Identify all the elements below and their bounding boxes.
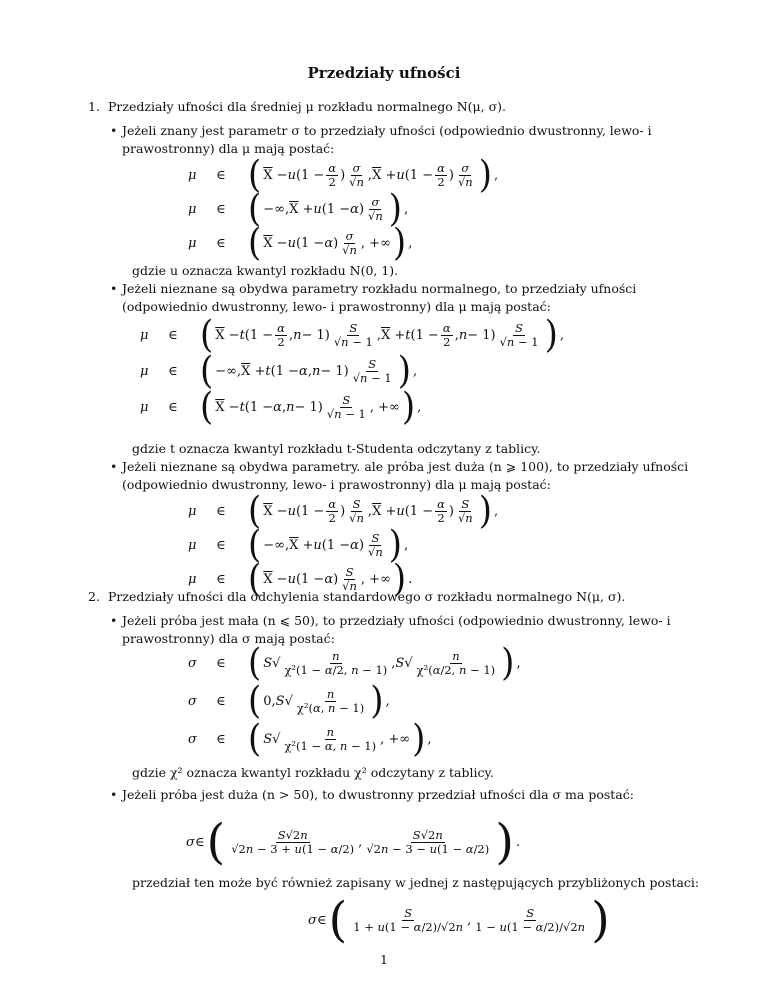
bullet-2-1: • Jeżeli próba jest mała (n ⩽ 50), to przedziały ufności (odpowiednio dwustronny, lewo- i prawostronny) dla σ mają postać: — [110, 613, 671, 646]
section-2-heading: 2. Przedziały ufności dla odchylenia standardowego σ rozkładu normalnego N(μ, σ). — [88, 589, 626, 604]
bullet-1-3: • Jeżeli nieznane są obydwa parametry. ale próba jest duża (n ⩾ 100), to przedziały ufności (odpowiednio dwustronny, lewo- i prawostronny) dla μ mają postać: — [110, 459, 689, 492]
equation-block-large-sample: μ ∈ ( $\overline{X}$ − u (1 − $\frac{\alpha}{2}$ ) $\frac{S}{√n}$ , $\overline{X}$ + u (1 − $\frac{\alpha}{2}$ ) $\frac{S}{√n}$ ) , μ ∈ ( −∞, $\overline{X}$ + u (1 − α ) $\frac{S}{√n}$ ) , μ ∈ ( $\overline{X}$ − u (1 − α ) $\frac{S}{√n}$ , +∞ ) . — [188, 489, 499, 601]
equation-block-sigma-small-sample: σ ∈ ( S √ $\frac{n}{\text{χ²(1 − α/2, n − 1)}}$ , S √ $\frac{n}{\text{χ²(α/2, n − 1)}}$ ) , σ ∈ ( 0, S √ $\frac{n}{\text{χ²(α, n − 1)}}$ ) , σ ∈ ( S √ $\frac{n}{\text{χ²(1 − α, n − 1)}}$ , +∞ ) , — [188, 641, 521, 761]
equation-block-known-sigma: μ ∈ ( $\overline{X}$ − u (1 − $\frac{\alpha}{2}$ ) $\frac{\sigma}{√n}$ , $\overline{X}$ + u (1 − $\frac{\alpha}{2}$ ) $\frac{\sigma}{√n}$ ) , μ ∈ ( −∞, $\overline{X}$ + u (1 − α ) $\frac{\sigma}{√n}$ ) , μ ∈ ( $\overline{X}$ − u (1 − α ) $\frac{\sigma}{√n}$ , +∞ ) , — [188, 153, 499, 265]
note-u-quantile: gdzie u oznacza kwantyl rozkładu N(0, 1). — [132, 263, 399, 278]
section-1-heading: 1. Przedziały ufności dla średniej μ rozkładu normalnego N(μ, σ). — [88, 99, 507, 114]
note-chi2-quantile: gdzie χ² oznacza kwantyl rozkładu χ² odczytany z tablicy. — [132, 765, 494, 780]
bullet-2-2: • Jeżeli próba jest duża (n > 50), to dwustronny przedział ufności dla σ ma postać: — [110, 787, 634, 802]
page-title: Przedziały ufności — [307, 64, 461, 82]
page-number: 1 — [380, 952, 388, 967]
equation-block-t-student: μ ∈ ( $\overline{X}$ − t (1 − $\frac{\alpha}{2}$ , n − 1) $\frac{S}{√n - 1}$ , $\overline{X}$ + t (1 − $\frac{\alpha}{2}$ , n − 1) $\frac{S}{√n - 1}$ ) , μ ∈ ( −∞, $\overline{X}$ + t (1 − α , n − 1) $\frac{S}{√n - 1}$ ) , μ ∈ ( $\overline{X}$ − t (1 − α , n − 1) $\frac{S}{√n - 1}$ , +∞ ) , — [140, 313, 564, 429]
equation-sigma-large-sample: σ ∈ ( $\frac{S√2n}{√2n - 3 + u(1 - \alpha/2)}$ , $\frac{S√2n}{√2n - 3 - u(1 - \alpha/2)}$ ) . — [186, 814, 521, 870]
equation-sigma-approx: σ ∈ ( $\frac{S}{1 + u(1 - \alpha/2)/√2n}$ , $\frac{S}{1 - u(1 - \alpha/2)/√2n}$ ) — [308, 892, 610, 948]
bullet-1-2: • Jeżeli nieznane są obydwa parametry rozkładu normalnego, to przedziały ufności (odpowiednio dwustronny, lewo- i prawostronny) dla μ mają postać: — [110, 281, 637, 314]
note-approx-forms: przedział ten może być również zapisany w jednej z następujących przybliżonych postaci: — [132, 875, 700, 890]
note-t-quantile: gdzie t oznacza kwantyl rozkładu t-Studenta odczytany z tablicy. — [132, 441, 541, 456]
bullet-1-1: • Jeżeli znany jest parametr σ to przedziały ufności (odpowiednio dwustronny, lewo- i prawostronny) dla μ mają postać: — [110, 123, 652, 156]
